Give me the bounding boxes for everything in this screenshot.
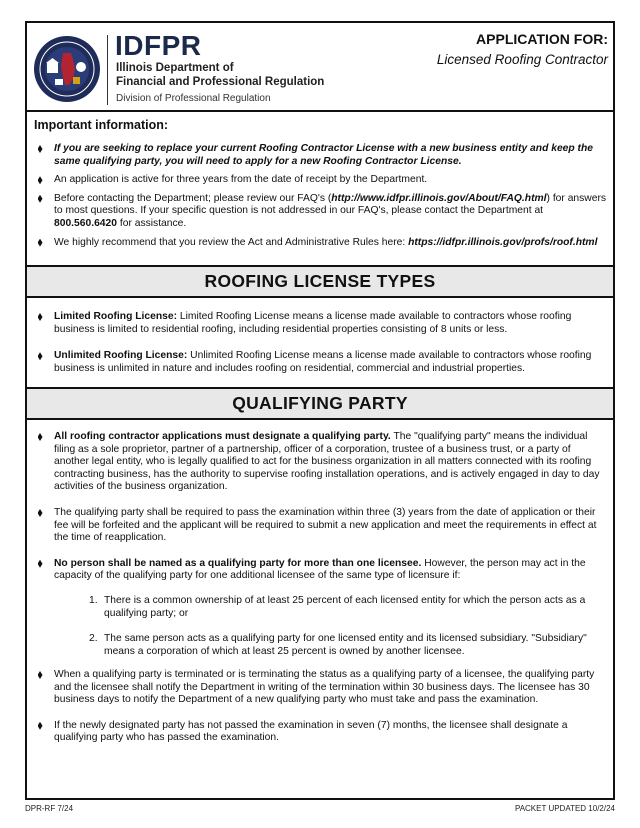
limited-license-label: Limited Roofing License: (54, 311, 177, 322)
bullet-diamond-icon (36, 671, 44, 679)
list-item (27, 558, 613, 583)
bullet-diamond-icon (36, 560, 44, 568)
condition-1-text: There is a common ownership of at least 25 percent of each licensed entity for which the person acts as a qualifying party; or (104, 595, 586, 619)
bullet-diamond-icon (36, 145, 44, 153)
bullet-diamond-icon (36, 313, 44, 321)
qualifying-list-continued (27, 669, 613, 745)
logo-title: IDFPR (115, 30, 202, 61)
list-item (27, 720, 613, 745)
list-item (89, 595, 599, 620)
qualifying-item-3-text: However, the person may act in the capacity of the qualifying party for one additional licensee of the same type of licensure if: (54, 557, 586, 582)
list-item (27, 311, 613, 336)
important-item-1-text: If you are seeking to replace your current Roofing Contractor License with a new business entity and keep the same qualifying party, you will need to apply for a new Roofing Contractor License. (54, 143, 593, 167)
important-list (27, 143, 613, 249)
logo-divider (107, 35, 108, 105)
logo-subtitle: Division of Professional Regulation (116, 93, 271, 104)
bullet-diamond-icon (36, 352, 44, 360)
condition-2-number: 2. (89, 633, 98, 645)
idfpr-seal-logo (33, 35, 101, 103)
qualifying-item-2-text: The qualifying party shall be required to pass the examination within three (3) years from the date of application or their fee will be forfeited and the applicant will be required to submit a new application and meet the requirements in effect at the time of reapplication. (54, 506, 597, 544)
important-item-2-text: An application is active for three years from the date of receipt by the Department. (54, 174, 428, 186)
faq-link[interactable]: http://www.idfpr.illinois.gov/About/FAQ.html (331, 192, 547, 204)
application-type: Licensed Roofing Contractor (436, 52, 608, 67)
application-for-label: APPLICATION FOR: (476, 31, 608, 47)
list-item (27, 174, 613, 187)
bullet-diamond-icon (36, 433, 44, 441)
bullet-diamond-icon (36, 509, 44, 517)
conditions-list (89, 595, 599, 658)
list-item (27, 193, 613, 231)
header (27, 23, 613, 112)
qualifying-item-5-text: If the newly designated party has not passed the examination in seven (7) months, the licensee shall designate a qualifying party who has passed the examination. (54, 719, 568, 744)
unlimited-license-text: Unlimited Roofing License means a license made available to contractors whose roofing business is unlimited in nature and includes roofing on residential, commercial and industrial properties. (54, 350, 592, 374)
bullet-diamond-icon (36, 239, 44, 247)
list-item (27, 431, 613, 494)
list-item (27, 507, 613, 545)
logo-line-1: Illinois Department of (116, 62, 234, 74)
unlimited-license-label: Unlimited Roofing License: (54, 350, 188, 362)
limited-license-text: Limited Roofing License means a license made available to contractors whose roofing business is limited to residential roofing, including residential properties consisting of 8 units or less. (54, 311, 572, 335)
qualifying-item-3-bold: No person shall be named as a qualifying party for more than one licensee. (54, 557, 422, 569)
faq-intro-text: Before contacting the Department; please review our FAQ's ( (54, 192, 332, 204)
qualifying-item-1-bold: All roofing contractor applications must designate a qualifying party. (54, 431, 391, 442)
list-item (89, 633, 599, 658)
faq-post-text: for assistance. (117, 217, 187, 229)
rules-intro-text: We highly recommend that you review the Act and Administrative Rules here: (54, 236, 409, 248)
rules-link[interactable]: https://idfpr.illinois.gov/profs/roof.html (408, 236, 598, 248)
bullet-diamond-icon (36, 722, 44, 730)
page-frame (25, 21, 615, 800)
phone-number: 800.560.6420 (54, 217, 117, 229)
condition-1-number: 1. (89, 595, 98, 606)
qualifying-item-4-text: When a qualifying party is terminated or is terminating the status as a qualifying party of a licensee, the qualifying party and the licensee shall notify the Department in writing of the termination within 30 business days. The licensee has 30 business days to notify the Department of a new qualifying party who must take and pass the examination. (54, 669, 595, 706)
list-item (27, 350, 613, 375)
license-types-heading: ROOFING LICENSE TYPES (27, 265, 613, 298)
qualifying-list (27, 431, 613, 583)
qualifying-party-heading: QUALIFYING PARTY (27, 387, 613, 420)
list-item (27, 669, 613, 707)
faq-mid-text: ) for answers to most questions. If your specific question is not addressed in our FAQ's, please contact the Department at (54, 192, 607, 217)
important-heading: Important information: (34, 118, 169, 132)
form-id: DPR-RF 7/24 (25, 804, 74, 813)
bullet-diamond-icon (36, 195, 44, 203)
condition-2-text: The same person acts as a qualifying party for one licensed entity and its licensed subsidiary. "Subsidiary" means a corporation of which at least 25 percent is owned by another licensee. (104, 633, 587, 657)
list-item (27, 143, 613, 168)
bullet-diamond-icon (36, 176, 44, 184)
qualifying-item-1-text: The "qualifying party" means the individual filing as a sole proprietor, partner of a partnership, officer of a corporation, trustee of a business trust, or a party of another legal entity, who is legally qualified to act for the business organization in all matters connected with its roofing contracting business, has the authority to supervise roofing installation operations, and is actively engaged in day to day activities of the business organization. (54, 431, 600, 493)
license-types-list (27, 311, 613, 375)
list-item (27, 237, 613, 250)
logo-line-2: Financial and Professional Regulation (116, 76, 325, 88)
packet-updated: PACKET UPDATED 10/2/24 (514, 804, 615, 813)
